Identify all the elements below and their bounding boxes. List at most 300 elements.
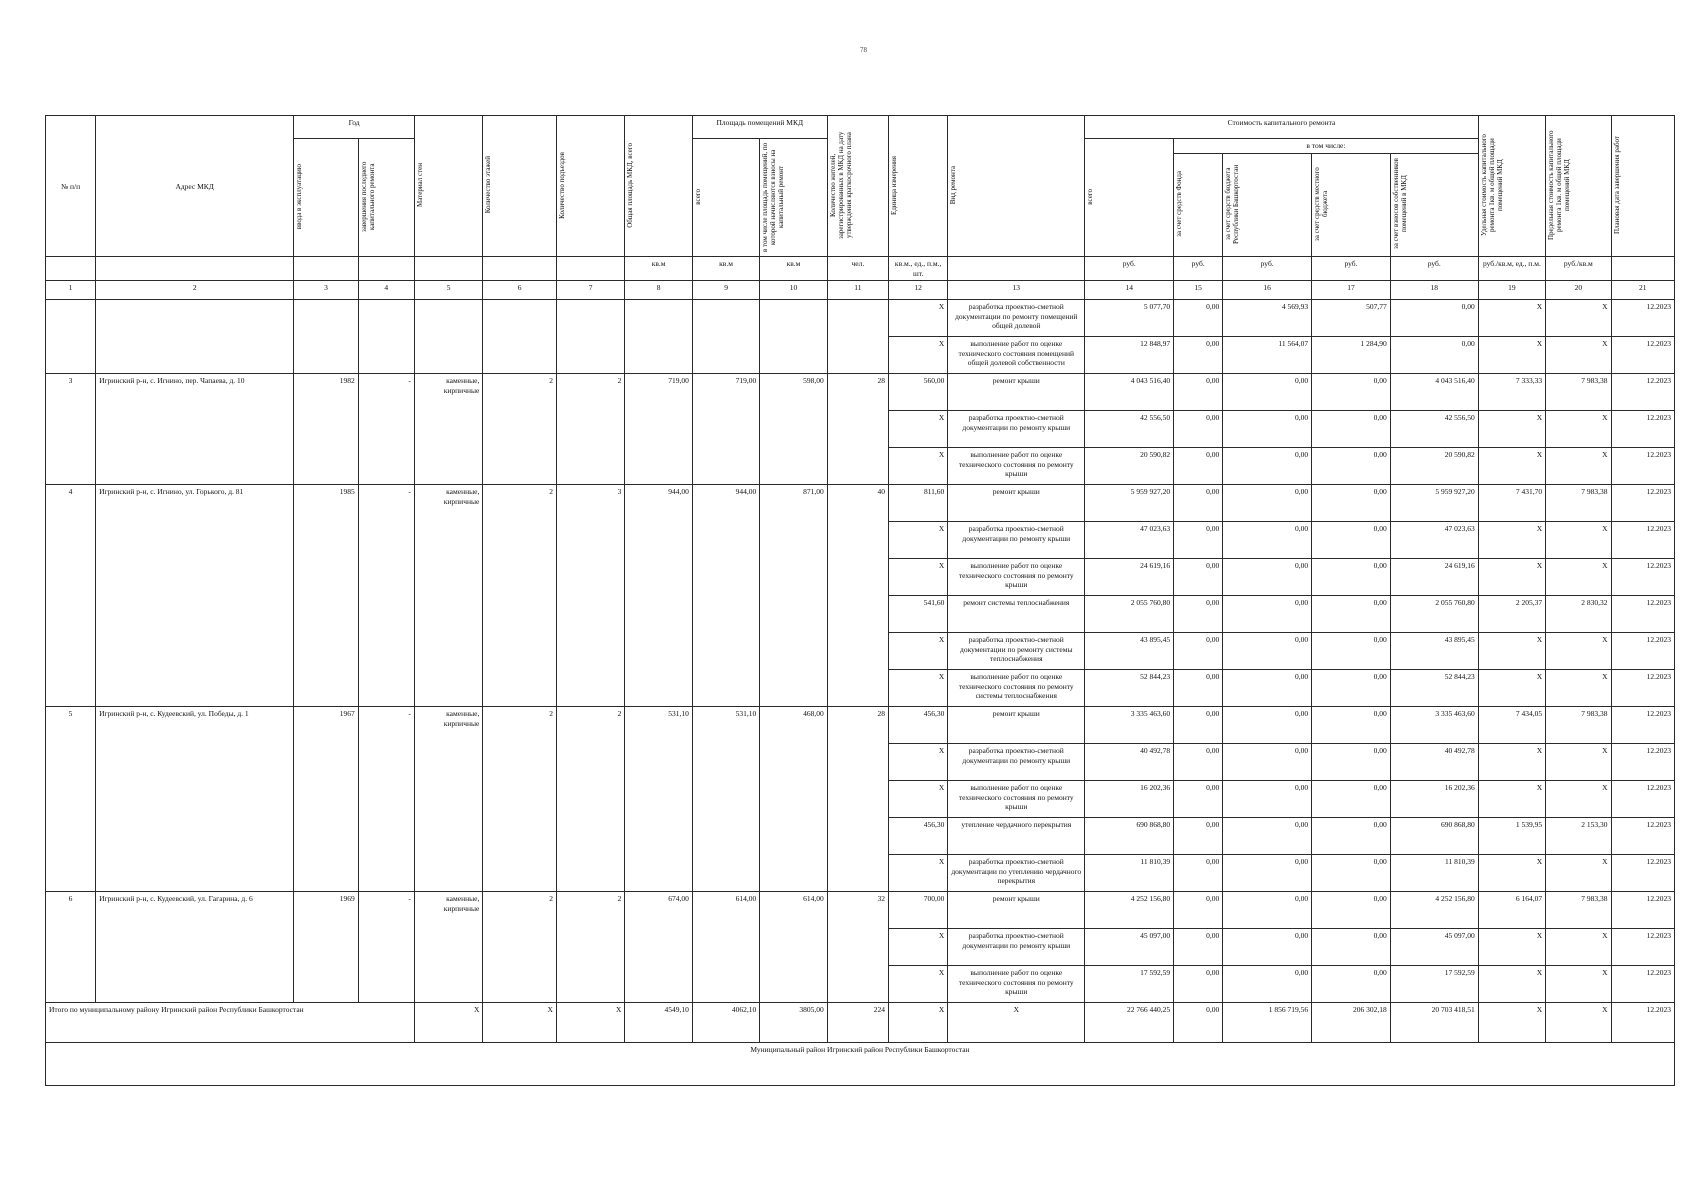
total-premises-fund: 3805,00 bbox=[760, 1003, 827, 1043]
col-num: 18 bbox=[1390, 281, 1478, 300]
row-repair-type: ремонт крыши bbox=[948, 892, 1085, 929]
total-cost: 22 766 440,25 bbox=[1085, 1003, 1174, 1043]
row-max-cost: X bbox=[1546, 300, 1611, 337]
row-cost-local: 507,77 bbox=[1312, 300, 1391, 337]
row-cost-fund: 0,00 bbox=[1174, 596, 1223, 633]
total-fund: 0,00 bbox=[1174, 1003, 1223, 1043]
row-repair-type: разработка проектно-сметной документации по ремонту крыши bbox=[948, 929, 1085, 966]
row-cost-owners: 690 868,80 bbox=[1390, 818, 1478, 855]
row-cost-fund: 0,00 bbox=[1174, 374, 1223, 411]
row-unit: 700,00 bbox=[889, 892, 948, 929]
unit-rub-local: руб. bbox=[1312, 257, 1391, 281]
row-cost-local: 0,00 bbox=[1312, 374, 1391, 411]
unit-rub-owners: руб. bbox=[1390, 257, 1478, 281]
total-area: 4549,10 bbox=[625, 1003, 692, 1043]
row-cost-local: 0,00 bbox=[1312, 522, 1391, 559]
row-deadline: 12.2023 bbox=[1611, 707, 1674, 744]
row-deadline: 12.2023 bbox=[1611, 966, 1674, 1003]
row-deadline: 12.2023 bbox=[1611, 744, 1674, 781]
header-address: Адрес МКД bbox=[96, 116, 294, 257]
row-cost-owners: 43 895,45 bbox=[1390, 633, 1478, 670]
total-floors: X bbox=[483, 1003, 557, 1043]
row-cost-republic: 0,00 bbox=[1223, 374, 1312, 411]
row-cost-owners: 24 619,16 bbox=[1390, 559, 1478, 596]
row-cost-total: 47 023,63 bbox=[1085, 522, 1174, 559]
row-unit: X bbox=[889, 855, 948, 892]
row-unit: 560,00 bbox=[889, 374, 948, 411]
row-max-cost: 2 153,30 bbox=[1546, 818, 1611, 855]
building-premises-fund: 614,00 bbox=[760, 892, 827, 1003]
row-cost-fund: 0,00 bbox=[1174, 300, 1223, 337]
row-cost-local: 1 284,90 bbox=[1312, 337, 1391, 374]
building-num: 3 bbox=[46, 374, 96, 485]
row-cost-owners: 4 252 156,80 bbox=[1390, 892, 1478, 929]
row-repair-type: выполнение работ по оценке технического состояния по ремонту крыши bbox=[948, 781, 1085, 818]
row-cost-total: 2 055 760,80 bbox=[1085, 596, 1174, 633]
building-premises: 719,00 bbox=[692, 374, 759, 485]
row-max-cost: X bbox=[1546, 670, 1611, 707]
row-cost-fund: 0,00 bbox=[1174, 781, 1223, 818]
unit-area-fund: кв.м bbox=[760, 257, 827, 281]
row-cost-owners: 16 202,36 bbox=[1390, 781, 1478, 818]
row-cost-local: 0,00 bbox=[1312, 818, 1391, 855]
row-cost-republic: 0,00 bbox=[1223, 855, 1312, 892]
row-deadline: 12.2023 bbox=[1611, 485, 1674, 522]
row-cost-republic: 0,00 bbox=[1223, 559, 1312, 596]
row-max-cost: 2 830,32 bbox=[1546, 596, 1611, 633]
row-cost-local: 0,00 bbox=[1312, 707, 1391, 744]
building-num: 5 bbox=[46, 707, 96, 892]
row-deadline: 12.2023 bbox=[1611, 781, 1674, 818]
row-cost-total: 690 868,80 bbox=[1085, 818, 1174, 855]
col-num: 8 bbox=[625, 281, 692, 300]
row-repair-type: выполнение работ по оценке технического состояния по ремонту крыши bbox=[948, 966, 1085, 1003]
building-material: каменные, кирпичные bbox=[414, 892, 482, 1003]
row-unit-cost: X bbox=[1478, 448, 1545, 485]
row-max-cost: X bbox=[1546, 744, 1611, 781]
row-unit-cost: X bbox=[1478, 522, 1545, 559]
row-cost-local: 0,00 bbox=[1312, 485, 1391, 522]
unit-rub-fund: руб. bbox=[1174, 257, 1223, 281]
building-address: Игринский р-н, с. Игнино, ул. Горького, д. 81 bbox=[96, 485, 294, 707]
row-unit-cost: X bbox=[1478, 855, 1545, 892]
building-entrances: 3 bbox=[556, 485, 624, 707]
row-cost-republic: 0,00 bbox=[1223, 596, 1312, 633]
row-deadline: 12.2023 bbox=[1611, 337, 1674, 374]
row-cost-owners: 5 959 927,20 bbox=[1390, 485, 1478, 522]
building-area: 944,00 bbox=[625, 485, 692, 707]
row-unit-cost: X bbox=[1478, 411, 1545, 448]
total-max-cost: X bbox=[1546, 1003, 1611, 1043]
row-cost-local: 0,00 bbox=[1312, 448, 1391, 485]
building-area: 531,10 bbox=[625, 707, 692, 892]
row-cost-owners: 40 492,78 bbox=[1390, 744, 1478, 781]
row-cost-fund: 0,00 bbox=[1174, 448, 1223, 485]
row-unit-cost: X bbox=[1478, 559, 1545, 596]
row-cost-fund: 0,00 bbox=[1174, 966, 1223, 1003]
building-premises-fund: 468,00 bbox=[760, 707, 827, 892]
col-num: 7 bbox=[556, 281, 624, 300]
total-republic: 1 856 719,56 bbox=[1223, 1003, 1312, 1043]
building-residents: 32 bbox=[827, 892, 888, 1003]
row-unit: X bbox=[889, 559, 948, 596]
row-cost-owners: 47 023,63 bbox=[1390, 522, 1478, 559]
row-cost-owners: 45 097,00 bbox=[1390, 929, 1478, 966]
row-cost-republic: 0,00 bbox=[1223, 522, 1312, 559]
col-num: 15 bbox=[1174, 281, 1223, 300]
row-unit: 811,60 bbox=[889, 485, 948, 522]
building-floors: 2 bbox=[483, 485, 557, 707]
header-wall-material: Материал стен bbox=[414, 116, 482, 257]
row-cost-local: 0,00 bbox=[1312, 892, 1391, 929]
row-cost-owners: 2 055 760,80 bbox=[1390, 596, 1478, 633]
row-unit: 541,60 bbox=[889, 596, 948, 633]
capital-repair-table bbox=[45, 115, 1675, 1086]
row-cost-local: 0,00 bbox=[1312, 411, 1391, 448]
row-max-cost: 7 983,38 bbox=[1546, 485, 1611, 522]
building-address: Игринский р-н, с. Игнино, пер. Чапаева, д. 10 bbox=[96, 374, 294, 485]
row-cost-republic: 0,00 bbox=[1223, 929, 1312, 966]
row-cost-local: 0,00 bbox=[1312, 633, 1391, 670]
header-premises-group: Площадь помещений МКД bbox=[692, 116, 827, 139]
header-entrances: Количество подъездов bbox=[556, 116, 624, 257]
building-last-repair: - bbox=[358, 485, 414, 707]
row-deadline: 12.2023 bbox=[1611, 892, 1674, 929]
building-premises: 531,10 bbox=[692, 707, 759, 892]
header-cost-fund: за счет средств Фонда bbox=[1174, 154, 1223, 257]
row-cost-total: 5 959 927,20 bbox=[1085, 485, 1174, 522]
building-floors: 2 bbox=[483, 892, 557, 1003]
row-cost-owners: 0,00 bbox=[1390, 300, 1478, 337]
col-num: 13 bbox=[948, 281, 1085, 300]
row-cost-local: 0,00 bbox=[1312, 670, 1391, 707]
row-unit: X bbox=[889, 300, 948, 337]
header-cost-total: всего bbox=[1085, 139, 1174, 257]
row-cost-republic: 0,00 bbox=[1223, 707, 1312, 744]
row-unit-cost: X bbox=[1478, 300, 1545, 337]
unit-measure: кв.м., ед., п.м., шт. bbox=[889, 257, 948, 281]
total-work: X bbox=[948, 1003, 1085, 1043]
row-cost-republic: 0,00 bbox=[1223, 448, 1312, 485]
row-repair-type: выполнение работ по оценке технического состояния по ремонту крыши bbox=[948, 559, 1085, 596]
column-numbers-row bbox=[46, 281, 1675, 300]
table-row bbox=[46, 374, 1675, 411]
building-address: Игринский р-н, с. Кудеевский, ул. Победы, д. 1 bbox=[96, 707, 294, 892]
header-floors: Количество этажей bbox=[483, 116, 557, 257]
units-row bbox=[46, 257, 1675, 281]
municipality-label: Муниципальный район Игринский район Республики Башкортостан bbox=[46, 1043, 1675, 1086]
row-cost-total: 24 619,16 bbox=[1085, 559, 1174, 596]
row-cost-fund: 0,00 bbox=[1174, 485, 1223, 522]
row-cost-republic: 0,00 bbox=[1223, 670, 1312, 707]
row-max-cost: X bbox=[1546, 522, 1611, 559]
row-cost-total: 40 492,78 bbox=[1085, 744, 1174, 781]
building-residents: 28 bbox=[827, 707, 888, 892]
row-cost-republic: 0,00 bbox=[1223, 818, 1312, 855]
row-cost-republic: 0,00 bbox=[1223, 633, 1312, 670]
header-row-1 bbox=[46, 116, 1675, 139]
header-year-group: Год bbox=[294, 116, 415, 139]
row-unit: X bbox=[889, 337, 948, 374]
row-unit: X bbox=[889, 929, 948, 966]
row-cost-total: 52 844,23 bbox=[1085, 670, 1174, 707]
unit-rub-total: руб. bbox=[1085, 257, 1174, 281]
col-num: 2 bbox=[96, 281, 294, 300]
unit-people: чел. bbox=[827, 257, 888, 281]
row-unit-cost: X bbox=[1478, 781, 1545, 818]
row-cost-total: 17 592,59 bbox=[1085, 966, 1174, 1003]
row-repair-type: разработка проектно-сметной документации по ремонту крыши bbox=[948, 522, 1085, 559]
row-cost-total: 16 202,36 bbox=[1085, 781, 1174, 818]
row-max-cost: X bbox=[1546, 781, 1611, 818]
header-repair-type: Вид ремонта bbox=[948, 116, 1085, 257]
building-floors: 2 bbox=[483, 707, 557, 892]
col-num: 10 bbox=[760, 281, 827, 300]
row-max-cost: 7 983,38 bbox=[1546, 374, 1611, 411]
building-material: каменные, кирпичные bbox=[414, 374, 482, 485]
row-cost-owners: 11 810,39 bbox=[1390, 855, 1478, 892]
row-cost-total: 20 590,82 bbox=[1085, 448, 1174, 485]
header-cost-local: за счет средств местного бюджета bbox=[1312, 154, 1391, 257]
row-repair-type: ремонт крыши bbox=[948, 707, 1085, 744]
row-deadline: 12.2023 bbox=[1611, 596, 1674, 633]
building-num: 6 bbox=[46, 892, 96, 1003]
table-row bbox=[46, 707, 1675, 744]
row-unit-cost: X bbox=[1478, 744, 1545, 781]
row-cost-republic: 0,00 bbox=[1223, 744, 1312, 781]
unit-per-sqm: руб./кв.м, ед., п.м. bbox=[1478, 257, 1545, 281]
row-max-cost: X bbox=[1546, 855, 1611, 892]
row-repair-type: ремонт крыши bbox=[948, 485, 1085, 522]
building-premises: 614,00 bbox=[692, 892, 759, 1003]
row-unit: X bbox=[889, 633, 948, 670]
table-row bbox=[46, 300, 1675, 337]
row-deadline: 12.2023 bbox=[1611, 670, 1674, 707]
row-max-cost: X bbox=[1546, 633, 1611, 670]
header-premises-total: всего bbox=[692, 139, 759, 257]
total-local: 206 302,18 bbox=[1312, 1003, 1391, 1043]
row-unit-cost: X bbox=[1478, 337, 1545, 374]
header-max-cost: Предельная стоимость капитального ремонта 1кв. м общей площади помещений МКД bbox=[1546, 116, 1611, 257]
row-cost-republic: 0,00 bbox=[1223, 892, 1312, 929]
row-cost-local: 0,00 bbox=[1312, 744, 1391, 781]
total-owners: 20 703 418,51 bbox=[1390, 1003, 1478, 1043]
col-num: 4 bbox=[358, 281, 414, 300]
row-cost-total: 5 077,70 bbox=[1085, 300, 1174, 337]
row-repair-type: выполнение работ по оценке технического состояния по ремонту крыши bbox=[948, 448, 1085, 485]
municipality-row bbox=[46, 1043, 1675, 1086]
building-year: 1985 bbox=[294, 485, 358, 707]
building-entrances: 2 bbox=[556, 374, 624, 485]
row-cost-republic: 11 564,07 bbox=[1223, 337, 1312, 374]
building-area: 719,00 bbox=[625, 374, 692, 485]
row-repair-type: разработка проектно-сметной документации по утеплению чердачного перекрытия bbox=[948, 855, 1085, 892]
row-cost-republic: 0,00 bbox=[1223, 485, 1312, 522]
row-unit-cost: 7 431,70 bbox=[1478, 485, 1545, 522]
row-max-cost: X bbox=[1546, 966, 1611, 1003]
header-unit: Единица измерения bbox=[889, 116, 948, 257]
row-cost-owners: 42 556,50 bbox=[1390, 411, 1478, 448]
building-entrances: 2 bbox=[556, 892, 624, 1003]
row-deadline: 12.2023 bbox=[1611, 448, 1674, 485]
header-num: № п/п bbox=[46, 116, 96, 257]
row-repair-type: разработка проектно-сметной документации по ремонту системы теплоснабжения bbox=[948, 633, 1085, 670]
building-area: 674,00 bbox=[625, 892, 692, 1003]
row-cost-fund: 0,00 bbox=[1174, 744, 1223, 781]
col-num: 14 bbox=[1085, 281, 1174, 300]
header-total-area: Общая площадь МКД, всего bbox=[625, 116, 692, 257]
row-max-cost: X bbox=[1546, 559, 1611, 596]
header-cost-including: в том числе: bbox=[1174, 139, 1479, 154]
row-unit-cost: 6 164,07 bbox=[1478, 892, 1545, 929]
row-cost-local: 0,00 bbox=[1312, 966, 1391, 1003]
building-year: 1967 bbox=[294, 707, 358, 892]
header-residents: Количество жителей, зарегистрированных в МКД на дату утверждения краткосрочного плана bbox=[827, 116, 888, 257]
row-cost-fund: 0,00 bbox=[1174, 633, 1223, 670]
row-unit: 456,30 bbox=[889, 818, 948, 855]
row-unit-cost: X bbox=[1478, 670, 1545, 707]
building-last-repair: - bbox=[358, 892, 414, 1003]
building-material: каменные, кирпичные bbox=[414, 485, 482, 707]
total-entrances: X bbox=[556, 1003, 624, 1043]
unit-per-sqm-max: руб./кв.м bbox=[1546, 257, 1611, 281]
building-num: 4 bbox=[46, 485, 96, 707]
row-cost-owners: 4 043 516,40 bbox=[1390, 374, 1478, 411]
row-unit-cost: 7 333,33 bbox=[1478, 374, 1545, 411]
col-num: 19 bbox=[1478, 281, 1545, 300]
row-repair-type: разработка проектно-сметной документации по ремонту крыши bbox=[948, 744, 1085, 781]
row-cost-fund: 0,00 bbox=[1174, 929, 1223, 966]
row-repair-type: ремонт системы теплоснабжения bbox=[948, 596, 1085, 633]
row-cost-owners: 0,00 bbox=[1390, 337, 1478, 374]
row-cost-fund: 0,00 bbox=[1174, 411, 1223, 448]
building-residents: 28 bbox=[827, 374, 888, 485]
row-repair-type: выполнение работ по оценке технического состояния по ремонту системы теплоснабжения bbox=[948, 670, 1085, 707]
table-row bbox=[46, 892, 1675, 929]
row-cost-fund: 0,00 bbox=[1174, 855, 1223, 892]
row-repair-type: выполнение работ по оценке технического состояния помещений общей долевой собственности bbox=[948, 337, 1085, 374]
unit-area-total: кв.м bbox=[625, 257, 692, 281]
row-max-cost: X bbox=[1546, 337, 1611, 374]
row-repair-type: разработка проектно-сметной документации по ремонту помещений общей долевой bbox=[948, 300, 1085, 337]
building-last-repair: - bbox=[358, 374, 414, 485]
building-premises: 944,00 bbox=[692, 485, 759, 707]
building-residents: 40 bbox=[827, 485, 888, 707]
row-max-cost: X bbox=[1546, 448, 1611, 485]
total-deadline: 12.2023 bbox=[1611, 1003, 1674, 1043]
row-cost-total: 3 335 463,60 bbox=[1085, 707, 1174, 744]
row-repair-type: утепление чердачного перекрытия bbox=[948, 818, 1085, 855]
row-deadline: 12.2023 bbox=[1611, 411, 1674, 448]
row-unit-cost: 7 434,05 bbox=[1478, 707, 1545, 744]
total-premises: 4062,10 bbox=[692, 1003, 759, 1043]
row-cost-owners: 52 844,23 bbox=[1390, 670, 1478, 707]
row-unit: 456,30 bbox=[889, 707, 948, 744]
row-cost-local: 0,00 bbox=[1312, 596, 1391, 633]
col-num: 17 bbox=[1312, 281, 1391, 300]
col-num: 20 bbox=[1546, 281, 1611, 300]
row-max-cost: X bbox=[1546, 411, 1611, 448]
building-last-repair: - bbox=[358, 707, 414, 892]
row-repair-type: ремонт крыши bbox=[948, 374, 1085, 411]
total-residents: 224 bbox=[827, 1003, 888, 1043]
row-cost-total: 42 556,50 bbox=[1085, 411, 1174, 448]
row-cost-republic: 0,00 bbox=[1223, 411, 1312, 448]
row-unit-cost: X bbox=[1478, 929, 1545, 966]
page-number: 78 bbox=[860, 46, 867, 54]
col-num: 16 bbox=[1223, 281, 1312, 300]
col-num: 9 bbox=[692, 281, 759, 300]
building-floors: 2 bbox=[483, 374, 557, 485]
row-cost-fund: 0,00 bbox=[1174, 670, 1223, 707]
row-cost-fund: 0,00 bbox=[1174, 522, 1223, 559]
unit-area-premises: кв.м bbox=[692, 257, 759, 281]
building-year: 1982 bbox=[294, 374, 358, 485]
header-cost-group: Стоимость капитального ремонта bbox=[1085, 116, 1478, 139]
total-unit-cost: X bbox=[1478, 1003, 1545, 1043]
col-num: 6 bbox=[483, 281, 557, 300]
row-cost-republic: 0,00 bbox=[1223, 966, 1312, 1003]
header-deadline: Плановая дата завершения работ bbox=[1611, 116, 1674, 257]
row-cost-republic: 4 569,93 bbox=[1223, 300, 1312, 337]
row-cost-local: 0,00 bbox=[1312, 855, 1391, 892]
row-deadline: 12.2023 bbox=[1611, 522, 1674, 559]
col-num: 12 bbox=[889, 281, 948, 300]
table-row bbox=[46, 485, 1675, 522]
row-cost-fund: 0,00 bbox=[1174, 707, 1223, 744]
building-premises-fund: 871,00 bbox=[760, 485, 827, 707]
col-num: 21 bbox=[1611, 281, 1674, 300]
row-cost-local: 0,00 bbox=[1312, 929, 1391, 966]
row-unit: X bbox=[889, 744, 948, 781]
row-cost-total: 4 252 156,80 bbox=[1085, 892, 1174, 929]
row-max-cost: X bbox=[1546, 929, 1611, 966]
col-num: 3 bbox=[294, 281, 358, 300]
building-entrances: 2 bbox=[556, 707, 624, 892]
header-year-last-repair: завершения последнего капитального ремонта bbox=[358, 139, 414, 257]
row-max-cost: 7 983,38 bbox=[1546, 892, 1611, 929]
row-cost-total: 45 097,00 bbox=[1085, 929, 1174, 966]
row-cost-local: 0,00 bbox=[1312, 559, 1391, 596]
total-material: X bbox=[414, 1003, 482, 1043]
row-unit-cost: 2 205,37 bbox=[1478, 596, 1545, 633]
header-cost-owners: за счет взносов собственников помещений в МКД bbox=[1390, 154, 1478, 257]
row-cost-fund: 0,00 bbox=[1174, 337, 1223, 374]
row-cost-total: 12 848,97 bbox=[1085, 337, 1174, 374]
total-label: Итого по муниципальному району Игринский район Республики Башкортостан bbox=[46, 1003, 415, 1043]
col-num: 5 bbox=[414, 281, 482, 300]
total-unit: X bbox=[889, 1003, 948, 1043]
row-unit: X bbox=[889, 448, 948, 485]
row-deadline: 12.2023 bbox=[1611, 374, 1674, 411]
row-deadline: 12.2023 bbox=[1611, 300, 1674, 337]
row-unit-cost: X bbox=[1478, 966, 1545, 1003]
row-deadline: 12.2023 bbox=[1611, 633, 1674, 670]
row-cost-owners: 3 335 463,60 bbox=[1390, 707, 1478, 744]
header-year-commission: ввода в эксплуатацию bbox=[294, 139, 358, 257]
row-cost-fund: 0,00 bbox=[1174, 559, 1223, 596]
row-unit: X bbox=[889, 781, 948, 818]
row-cost-owners: 20 590,82 bbox=[1390, 448, 1478, 485]
row-unit: X bbox=[889, 411, 948, 448]
building-year: 1969 bbox=[294, 892, 358, 1003]
row-cost-owners: 17 592,59 bbox=[1390, 966, 1478, 1003]
row-unit-cost: 1 539,95 bbox=[1478, 818, 1545, 855]
row-deadline: 12.2023 bbox=[1611, 929, 1674, 966]
row-cost-total: 11 810,39 bbox=[1085, 855, 1174, 892]
col-num: 1 bbox=[46, 281, 96, 300]
col-num: 11 bbox=[827, 281, 888, 300]
